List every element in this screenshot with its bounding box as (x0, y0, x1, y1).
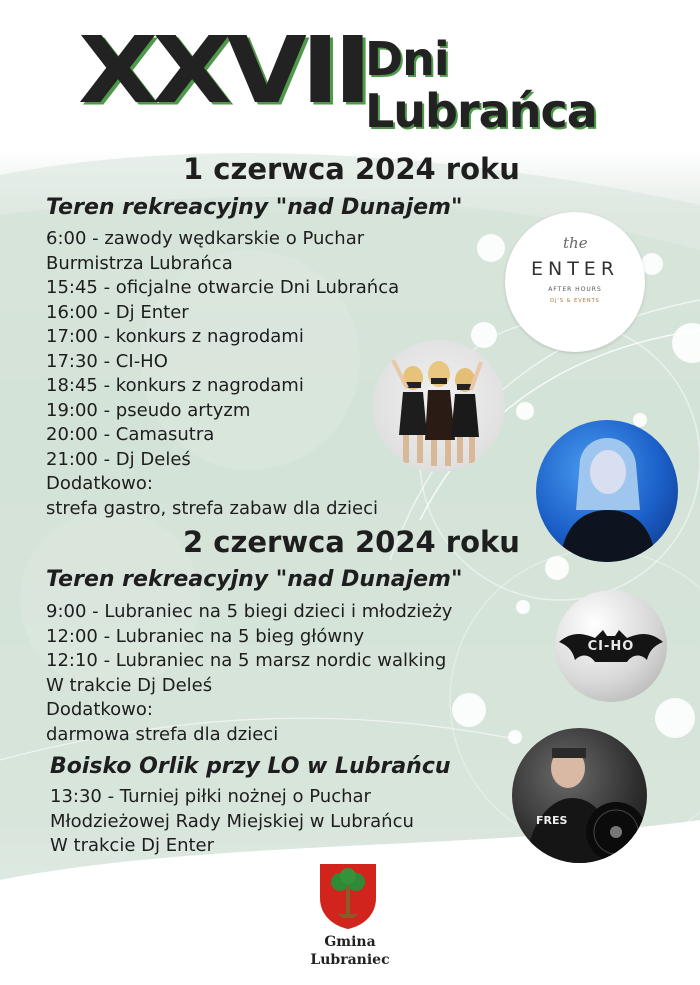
schedule-item: 15:45 - oficjalne otwarcie Dni Lubrańca (46, 277, 400, 298)
footer-lubraniec: Lubraniec (310, 952, 390, 968)
logo-sub2-text: DJ'S & EVENTS (550, 298, 600, 304)
logo-script-text: the (563, 234, 588, 252)
schedule-item: 6:00 - zawody wędkarskie o Puchar (46, 228, 365, 249)
bubble-decoration (516, 402, 534, 420)
day1-schedule (46, 227, 399, 521)
schedule-item: 19:00 - pseudo artyzm (46, 399, 251, 421)
bubble-decoration (545, 556, 569, 580)
performers-illustration (373, 340, 505, 472)
bubble-decoration (452, 693, 486, 727)
schedule-item: 12:10 - Lubraniec na 5 marsz nordic walking (46, 650, 447, 671)
schedule-item: 13:30 - Turniej piłki nożnej o Puchar (50, 786, 371, 807)
dj-enter-logo (505, 212, 645, 352)
schedule-item: 9:00 - Lubraniec na 5 biegi dzieci i młodzieży (46, 601, 453, 622)
schedule-item: darmowa strefa dla dzieci (46, 723, 279, 745)
title-line-1: Dni (365, 32, 449, 86)
day1-date: 1 czerwca 2024 roku (183, 152, 520, 186)
orlik-schedule (50, 785, 414, 859)
band-photo (373, 340, 505, 472)
gmina-coat-of-arms (318, 862, 378, 930)
schedule-item: Młodzieżowej Rady Miejskiej w Lubrańcu (50, 810, 414, 832)
bubble-decoration (508, 730, 522, 744)
title-numeral: XXVII (78, 16, 367, 125)
day2-schedule (46, 600, 452, 747)
shirt-text: FRES (536, 814, 568, 827)
ciho-logo (555, 590, 667, 702)
bubble-decoration (655, 698, 695, 738)
ciho-logo-text: CI-HO (587, 639, 635, 654)
logo-sub-text: AFTER HOURS (548, 286, 602, 293)
orlik-venue: Boisko Orlik przy LO w Lubrańcu (50, 754, 451, 779)
logo-name-text: ENTER (530, 258, 620, 280)
schedule-item: Burmistrza Lubrańca (46, 252, 233, 274)
schedule-item: Dodatkowo: (46, 699, 153, 720)
day2-venue: Teren rekreacyjny "nad Dunajem" (46, 567, 463, 592)
schedule-item: 20:00 - Camasutra (46, 424, 215, 445)
schedule-item: 12:00 - Lubraniec na 5 bieg główny (46, 625, 365, 647)
bubble-decoration (477, 234, 505, 262)
schedule-item: W trakcie Dj Deleś (46, 674, 213, 696)
person-illustration (536, 420, 678, 562)
bubble-decoration (516, 600, 530, 614)
schedule-item: 21:00 - Dj Deleś (46, 448, 191, 470)
schedule-item: strefa gastro, strefa zabaw dla dzieci (46, 497, 378, 519)
bubble-decoration (471, 322, 497, 348)
dj-deles-photo (536, 420, 678, 562)
schedule-item: 17:30 - CI-HO (46, 350, 168, 372)
schedule-item: 18:45 - konkurs z nagrodami (46, 375, 304, 396)
schedule-item: 16:00 - Dj Enter (46, 301, 189, 323)
dj-enter-photo (512, 728, 647, 863)
footer-gmina: Gmina (324, 934, 376, 950)
dj-illustration (512, 728, 647, 863)
schedule-item: Dodatkowo: (46, 473, 153, 494)
schedule-item: W trakcie Dj Enter (50, 835, 215, 856)
day2-date: 2 czerwca 2024 roku (183, 525, 520, 559)
schedule-item: 17:00 - konkurs z nagrodami (46, 326, 304, 347)
title-line-2: Lubrańca (365, 84, 597, 138)
day1-venue: Teren rekreacyjny "nad Dunajem" (46, 195, 463, 220)
